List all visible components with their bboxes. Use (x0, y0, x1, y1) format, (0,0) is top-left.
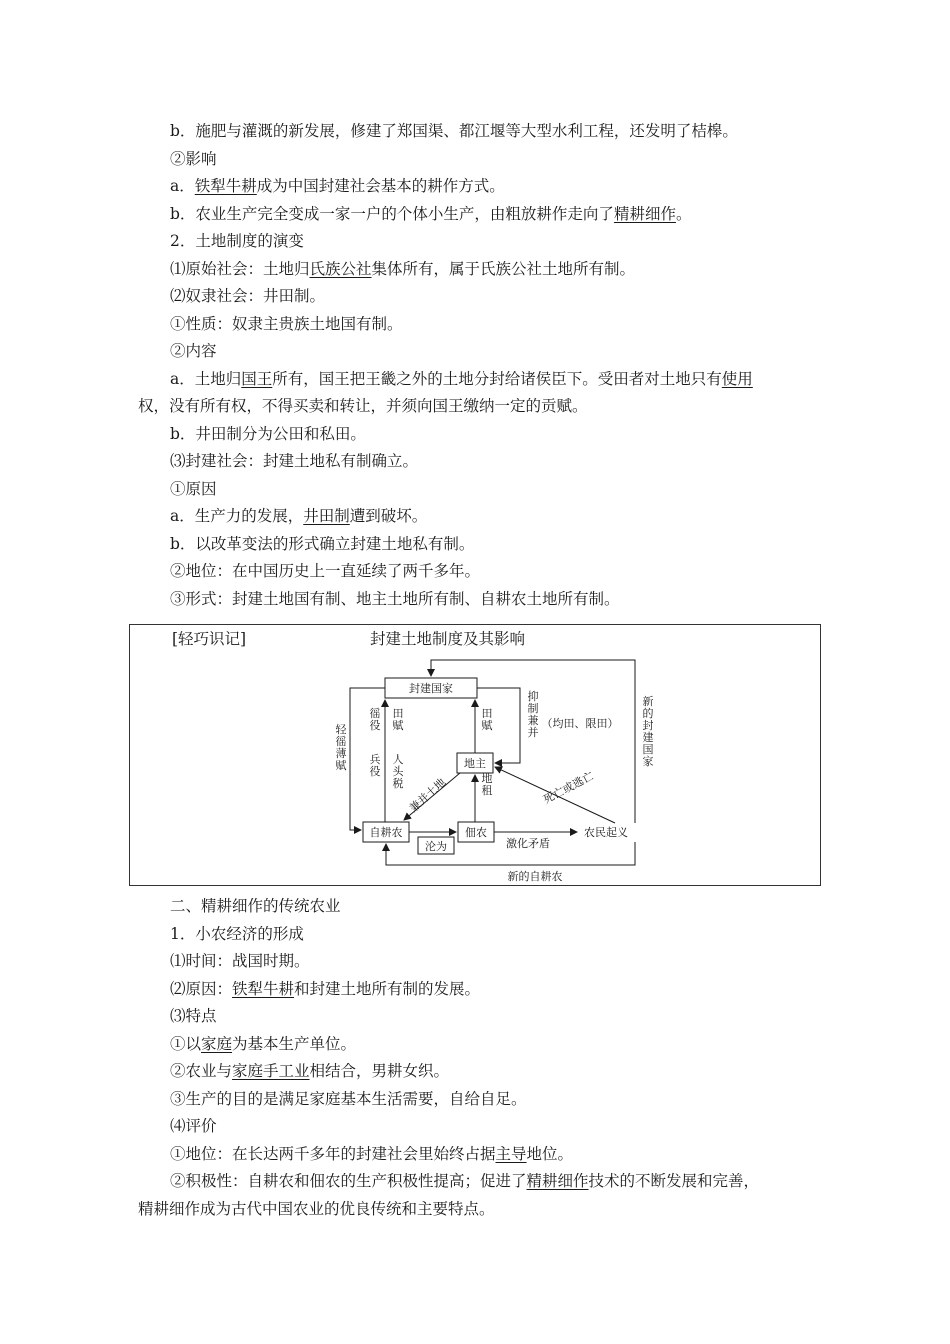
text-line (170, 1116, 217, 1136)
text-line (170, 314, 403, 334)
node-selffarmer: 自耕农 (369, 826, 403, 839)
text-line (170, 121, 738, 141)
underlined-term: 井田制 (303, 507, 350, 525)
node-landlord: 地主 (464, 757, 486, 770)
text-line (170, 341, 217, 361)
node-uprising: 农民起义 (584, 826, 628, 839)
text-run: a．生产力的发展， (170, 507, 304, 525)
underlined-term: 主导 (495, 1144, 527, 1163)
text-run: 。 (675, 204, 692, 223)
text-run: 技术的不断发展和完善， (588, 1172, 760, 1190)
text-run: 遭到破坏。 (349, 507, 428, 525)
underlined-term: 精耕细作 (526, 1172, 589, 1190)
text-run: ⑴时间：战国时期。 (170, 952, 310, 970)
text-run: 集体所有，属于氏族公社土地所有制。 (371, 259, 636, 278)
text-run: ⑶封建社会：封建土地私有制确立。 (170, 452, 419, 470)
text-run: 权，没有所有权，不得买卖和转让，并须向国王缴纳一定的贡赋。 (138, 397, 588, 415)
text-line (138, 396, 588, 416)
land-system-diagram (130, 625, 822, 887)
text-line (170, 1061, 449, 1081)
text-line (170, 176, 505, 196)
label-land-tax-2: 田赋 (481, 707, 493, 732)
text-run: ⑷评价 (170, 1117, 217, 1135)
text-run: ⑴原始社会：土地归 (170, 259, 310, 278)
text-line (170, 204, 691, 224)
text-line (170, 424, 366, 444)
arrow-new-state (431, 660, 635, 823)
text-run: 2．土地制度的演变 (170, 232, 304, 250)
text-run: 和封建土地所有制的发展。 (294, 979, 481, 998)
text-line (170, 924, 304, 944)
text-line (170, 1034, 356, 1054)
text-run: b．井田制分为公田和私田。 (170, 424, 366, 443)
text-run: 二、精耕细作的传统农业 (170, 897, 341, 915)
text-run: ②内容 (170, 342, 217, 360)
text-run: 相结合，男耕女织。 (309, 1062, 450, 1080)
text-run: 所有，国王把王畿之外的土地分封给诸侯臣下。受田者对土地只有 (272, 369, 722, 388)
underlined-term: 家庭 (201, 1034, 233, 1053)
label-military: 兵役 (369, 753, 381, 778)
text-line (170, 979, 480, 999)
text-run: a． (170, 177, 195, 195)
label-intensify: 激化矛盾 (506, 837, 550, 850)
text-run: ①以 (170, 1034, 202, 1053)
text-run: ①性质：奴隶主贵族土地国有制。 (170, 314, 403, 333)
text-line (170, 534, 474, 554)
underlined-term: 家庭手工业 (232, 1062, 310, 1080)
text-line (170, 1089, 527, 1109)
text-line (170, 231, 304, 251)
text-run: b．农业生产完全变成一家一户的个体小生产，由粗放耕作走向了 (170, 204, 614, 223)
text-run: ③生产的目的是满足家庭基本生活需要，自给自足。 (170, 1089, 527, 1108)
node-state: 封建国家 (409, 682, 453, 695)
text-run: ①地位：在长达两千多年的封建社会里始终占据 (170, 1144, 496, 1163)
label-annex: 兼并土地 (406, 775, 449, 815)
text-run: ②积极性：自耕农和佃农的生产积极性提高；促进了 (170, 1172, 527, 1190)
label-corvee: 徭役 (369, 707, 381, 732)
text-run: ⑵原因： (170, 979, 233, 998)
text-run: ⑵奴隶社会：井田制。 (170, 287, 326, 305)
text-run: ②地位：在中国历史上一直延续了两千多年。 (170, 562, 481, 580)
label-land-tax-1: 田赋 (392, 707, 404, 732)
text-run: ②农业与 (170, 1062, 233, 1080)
text-run: ②影响 (170, 149, 217, 168)
text-line (170, 589, 620, 609)
text-run: b．施肥与灌溉的新发展，修建了郑国渠、都江堰等大型水利工程，还发明了桔槔。 (170, 122, 738, 140)
text-line (170, 451, 418, 471)
text-line (170, 479, 217, 499)
text-run: 为基本生产单位。 (232, 1034, 357, 1053)
text-run: 地位。 (526, 1144, 574, 1163)
diagram-title: 封建土地制度及其影响 (370, 630, 526, 648)
underlined-term: 使用 (721, 369, 753, 388)
text-line (138, 1199, 495, 1219)
text-run: ⑶特点 (170, 1007, 217, 1025)
text-run: b．以改革变法的形式确立封建土地私有制。 (170, 534, 475, 553)
text-run: 1．小农经济的形成 (170, 924, 304, 943)
underlined-term: 精耕细作 (613, 204, 676, 223)
label-new-state: 新的封建国家 (642, 695, 654, 768)
text-line (170, 259, 635, 279)
underlined-term: 铁犁牛耕 (194, 177, 257, 195)
text-line (170, 286, 325, 306)
text-line (170, 1006, 217, 1026)
tip-label: [轻巧识记] (172, 630, 247, 648)
label-new-farmer: 新的自耕农 (507, 870, 563, 883)
label-light-tax: 轻徭薄赋 (335, 723, 347, 772)
text-line (170, 1171, 759, 1191)
text-line (170, 506, 427, 526)
underlined-term: 铁犁牛耕 (232, 979, 295, 998)
label-suppress: 抑制兼并 (527, 690, 539, 739)
label-death: 死亡或逃亡 (541, 769, 596, 807)
text-line (170, 1144, 573, 1164)
node-tenant: 佃农 (465, 826, 487, 839)
text-run: 成为中国封建社会基本的耕作方式。 (256, 177, 505, 195)
underlined-term: 氏族公社 (309, 259, 372, 278)
text-run: ①原因 (170, 479, 217, 498)
label-suppress-note: （均田、限田） (541, 717, 619, 730)
text-line (170, 561, 480, 581)
text-line (170, 951, 310, 971)
label-head-tax: 人头税 (392, 753, 404, 790)
text-line (170, 149, 217, 169)
text-run: ③形式：封建土地国有制、地主土地所有制、自耕农土地所有制。 (170, 589, 620, 608)
label-fall: 沦为 (425, 840, 447, 853)
diagram-box (129, 624, 821, 886)
text-run: 精耕细作成为古代中国农业的优良传统和主要特点。 (138, 1199, 495, 1218)
text-line (170, 896, 341, 916)
label-rent: 地租 (481, 772, 493, 797)
text-line (170, 369, 753, 389)
text-run: a．土地归 (170, 369, 242, 388)
underlined-term: 国王 (241, 369, 273, 388)
